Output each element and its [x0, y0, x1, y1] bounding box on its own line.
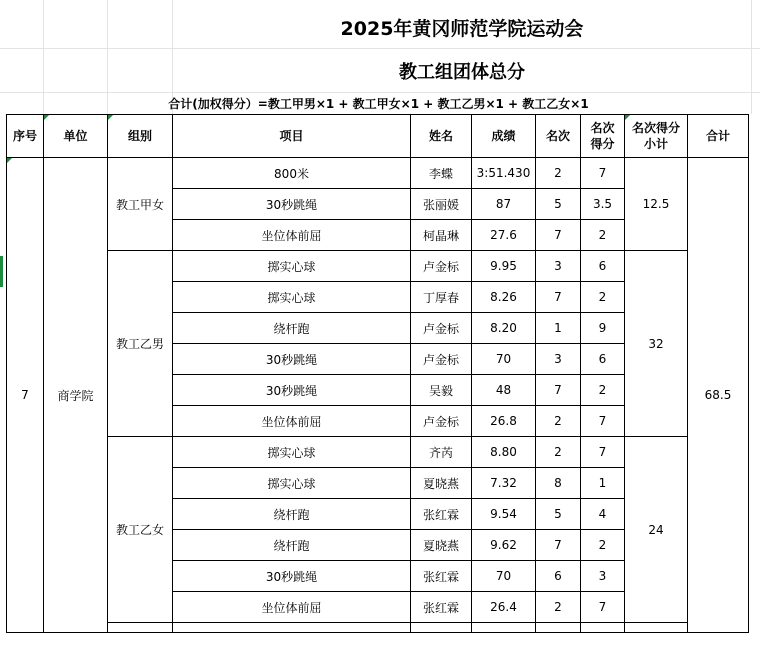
- cell-rank-score[interactable]: 2: [581, 375, 625, 406]
- cell-event[interactable]: 掷实心球: [173, 251, 411, 282]
- cell-result[interactable]: 9.95: [472, 251, 536, 282]
- header-group[interactable]: 组别: [108, 115, 173, 158]
- cell-rank-score[interactable]: 3: [581, 561, 625, 592]
- header-total[interactable]: 合计: [688, 115, 749, 158]
- cell-name[interactable]: 吴毅: [411, 375, 472, 406]
- cell-seq[interactable]: 7: [7, 158, 44, 633]
- header-rank[interactable]: 名次: [536, 115, 581, 158]
- cell-rank-score[interactable]: 7: [581, 437, 625, 468]
- cell-group[interactable]: 教工甲女: [108, 158, 173, 251]
- cell-result[interactable]: [472, 623, 536, 633]
- cell-event[interactable]: 30秒跳绳: [173, 561, 411, 592]
- cell-rank-score[interactable]: 7: [581, 158, 625, 189]
- cell-rank[interactable]: 6: [536, 561, 581, 592]
- header-unit[interactable]: 单位: [44, 115, 108, 158]
- cell-rank[interactable]: 7: [536, 282, 581, 313]
- cell-result[interactable]: 3:51.430: [472, 158, 536, 189]
- cell-event[interactable]: [173, 623, 411, 633]
- cell-rank[interactable]: 3: [536, 344, 581, 375]
- cell-event[interactable]: 绕杆跑: [173, 499, 411, 530]
- cell-result[interactable]: 8.20: [472, 313, 536, 344]
- cell-rank[interactable]: 5: [536, 189, 581, 220]
- cell-name[interactable]: [411, 623, 472, 633]
- cell-event[interactable]: 30秒跳绳: [173, 189, 411, 220]
- cell-event[interactable]: 坐位体前屈: [173, 220, 411, 251]
- cell-rank[interactable]: 2: [536, 158, 581, 189]
- header-seq[interactable]: 序号: [7, 115, 44, 158]
- table-row: [7, 437, 749, 468]
- header-subtotal-line2: 小计: [643, 137, 668, 151]
- cell-name[interactable]: 卢金标: [411, 251, 472, 282]
- header-result[interactable]: 成绩: [472, 115, 536, 158]
- cell-rank[interactable]: 5: [536, 499, 581, 530]
- cell-result[interactable]: 48: [472, 375, 536, 406]
- cell-event[interactable]: 掷实心球: [173, 468, 411, 499]
- cell-name[interactable]: 卢金标: [411, 313, 472, 344]
- cell-rank[interactable]: 2: [536, 437, 581, 468]
- cell-name[interactable]: 齐芮: [411, 437, 472, 468]
- header-rank-score[interactable]: [581, 115, 625, 158]
- header-rank-score-line1: 名次: [590, 121, 615, 135]
- cell-rank-score[interactable]: 3.5: [581, 189, 625, 220]
- cell-result[interactable]: 26.4: [472, 592, 536, 623]
- cell-name[interactable]: 柯晶琳: [411, 220, 472, 251]
- cell-rank[interactable]: [536, 623, 581, 633]
- cell-rank[interactable]: 7: [536, 375, 581, 406]
- cell-event[interactable]: 绕杆跑: [173, 530, 411, 561]
- cell-name[interactable]: 张丽媛: [411, 189, 472, 220]
- sheet-subtitle: 教工组团体总分: [399, 62, 525, 83]
- header-event[interactable]: 项目: [173, 115, 411, 158]
- gridline: [0, 92, 760, 93]
- cell-rank-score[interactable]: 2: [581, 220, 625, 251]
- cell-name[interactable]: 卢金标: [411, 344, 472, 375]
- cell-rank-score[interactable]: 4: [581, 499, 625, 530]
- cell-group[interactable]: 教工乙男: [108, 251, 173, 437]
- cell-name[interactable]: 丁厚春: [411, 282, 472, 313]
- cell-rank[interactable]: 3: [536, 251, 581, 282]
- cell-rank-score[interactable]: 6: [581, 251, 625, 282]
- cell-rank-score[interactable]: 9: [581, 313, 625, 344]
- cell-subtotal[interactable]: 12.5: [625, 158, 688, 251]
- cell-group[interactable]: 教工乙女: [108, 437, 173, 623]
- cell-result[interactable]: 27.6: [472, 220, 536, 251]
- cell-rank[interactable]: 2: [536, 406, 581, 437]
- cell-rank-score[interactable]: 7: [581, 406, 625, 437]
- cell-total[interactable]: 68.5: [688, 158, 749, 633]
- header-subtotal-line1: 名次得分: [631, 121, 680, 135]
- cell-rank-score[interactable]: 1: [581, 468, 625, 499]
- cell-name[interactable]: 李蝶: [411, 158, 472, 189]
- scoring-formula: 合计(加权得分）=教工甲男×1 + 教工甲女×1 + 教工乙男×1 + 教工乙女×1: [168, 97, 589, 111]
- cell-rank[interactable]: 7: [536, 530, 581, 561]
- cell-result[interactable]: 70: [472, 561, 536, 592]
- cell-rank[interactable]: 1: [536, 313, 581, 344]
- cell-name[interactable]: 张红霖: [411, 499, 472, 530]
- cell-result[interactable]: 9.62: [472, 530, 536, 561]
- cell-name[interactable]: 张红霖: [411, 561, 472, 592]
- cell-event[interactable]: 掷实心球: [173, 282, 411, 313]
- header-subtotal[interactable]: [625, 115, 688, 158]
- gridline: [0, 48, 760, 49]
- cell-rank[interactable]: 8: [536, 468, 581, 499]
- cell-event[interactable]: 800米: [173, 158, 411, 189]
- cell-subtotal[interactable]: 24: [625, 437, 688, 623]
- cell-event[interactable]: 坐位体前屈: [173, 406, 411, 437]
- table-row: [7, 251, 749, 282]
- header-rank-score-line2: 得分: [590, 137, 615, 151]
- cell-name[interactable]: 夏晓燕: [411, 468, 472, 499]
- cell-result[interactable]: 26.8: [472, 406, 536, 437]
- sheet-title: 2025年黄冈师范学院运动会: [340, 18, 584, 40]
- cell-unit[interactable]: 商学院: [44, 158, 108, 633]
- cell-subtotal[interactable]: 32: [625, 251, 688, 437]
- cell-event[interactable]: 掷实心球: [173, 437, 411, 468]
- cell-subtotal[interactable]: [625, 623, 688, 633]
- cell-result[interactable]: 8.80: [472, 437, 536, 468]
- cell-rank-score[interactable]: 7: [581, 592, 625, 623]
- row-selection-marker: [0, 256, 3, 287]
- cell-rank[interactable]: 7: [536, 220, 581, 251]
- cell-name[interactable]: 夏晓燕: [411, 530, 472, 561]
- cell-result[interactable]: 70: [472, 344, 536, 375]
- cell-result[interactable]: 9.54: [472, 499, 536, 530]
- cell-result[interactable]: 87: [472, 189, 536, 220]
- cell-event[interactable]: 绕杆跑: [173, 313, 411, 344]
- header-name[interactable]: 姓名: [411, 115, 472, 158]
- cell-rank-score[interactable]: 2: [581, 530, 625, 561]
- cell-result[interactable]: 7.32: [472, 468, 536, 499]
- cell-rank-score[interactable]: [581, 623, 625, 633]
- cell-rank-score[interactable]: 6: [581, 344, 625, 375]
- header-row: [7, 115, 749, 158]
- cell-name[interactable]: 张红霖: [411, 592, 472, 623]
- cell-name[interactable]: 卢金标: [411, 406, 472, 437]
- cell-group[interactable]: [108, 623, 173, 633]
- score-table: [6, 114, 749, 633]
- cell-rank[interactable]: 2: [536, 592, 581, 623]
- table-row: [7, 623, 749, 633]
- cell-event[interactable]: 坐位体前屈: [173, 592, 411, 623]
- cell-result[interactable]: 8.26: [472, 282, 536, 313]
- cell-event[interactable]: 30秒跳绳: [173, 344, 411, 375]
- table-row: [7, 158, 749, 189]
- cell-rank-score[interactable]: 2: [581, 282, 625, 313]
- cell-event[interactable]: 30秒跳绳: [173, 375, 411, 406]
